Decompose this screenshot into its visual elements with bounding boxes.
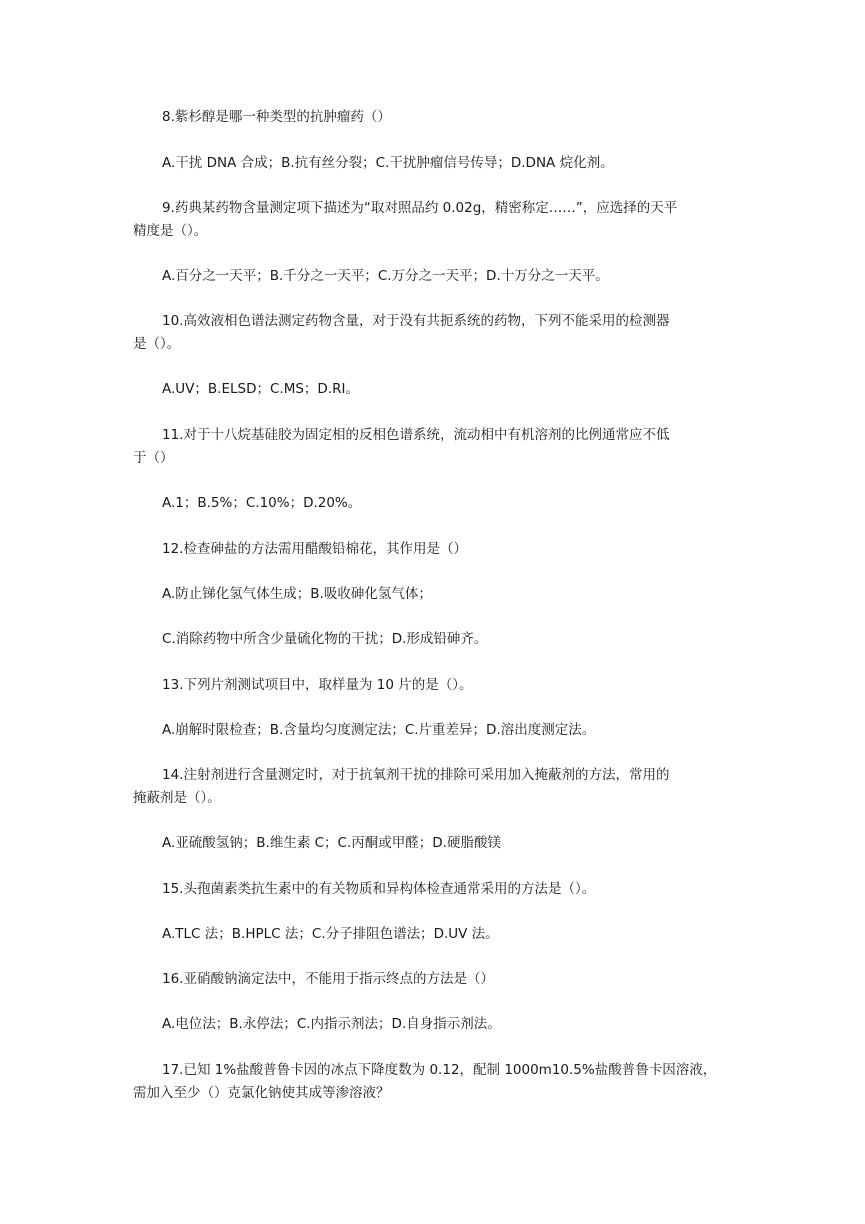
question-13-options: A.崩解时限检查；B.含量均匀度测定法；C.片重差异；D.溶出度测定法。	[162, 722, 596, 738]
question-9-line-2: 精度是（）。	[133, 223, 208, 239]
question-11-line-1: 11.对于十八烷基硅胶为固定相的反相色谱系统，流动相中有机溶剂的比例通常应不低	[162, 427, 670, 443]
question-12-options-1: A.防止锑化氢气体生成；B.吸收砷化氢气体；	[162, 586, 432, 602]
question-13: 13.下列片剂测试项目中，取样量为 10 片的是（）。	[162, 677, 473, 693]
question-11-line-2: 于（）	[133, 450, 174, 466]
question-16: 16.亚硝酸钠滴定法中，不能用于指示终点的方法是（）	[162, 971, 494, 987]
question-17-line-2: 需加入至少（）克氯化钠使其成等渗溶液？	[133, 1085, 390, 1101]
question-14-line-1: 14.注射剂进行含量测定时，对于抗氧剂干扰的排除可采用加入掩蔽剂的方法，常用的	[162, 767, 670, 783]
question-14-line-2: 掩蔽剂是（）。	[133, 790, 221, 806]
question-9-line-1: 9.药典某药物含量测定项下描述为“取对照品约 0.02g，精密称定……”，应选择的天平	[162, 200, 678, 216]
question-10-options: A.UV；B.ELSD；C.MS；D.RI。	[162, 381, 359, 397]
question-15-options: A.TLC 法；B.HPLC 法；C.分子排阻色谱法；D.UV 法。	[162, 926, 499, 942]
question-8: 8.紫杉醇是哪一种类型的抗肿瘤药（）	[162, 109, 391, 125]
question-12: 12.检查砷盐的方法需用醋酸铅棉花，其作用是（）	[162, 541, 467, 557]
question-14-options: A.亚硫酸氢钠；B.维生素 C；C.丙酮或甲醛；D.硬脂酸镁	[162, 835, 501, 851]
question-9-options: A.百分之一天平；B.千分之一天平；C.万分之一天平；D.十万分之一天平。	[162, 268, 609, 284]
question-10-line-2: 是（）。	[133, 336, 181, 352]
question-10-line-1: 10.高效液相色谱法测定药物含量，对于没有共扼系统的药物，下列不能采用的检测器	[162, 313, 670, 329]
question-8-options: A.干扰 DNA 合成；B.抗有丝分裂；C.干扰肿瘤信号传导；D.DNA 烷化剂。	[162, 155, 614, 171]
question-16-options: A.电位法；B.永停法；C.内指示剂法；D.自身指示剂法。	[162, 1016, 501, 1032]
question-15: 15.头孢菌素类抗生素中的有关物质和异构体检查通常采用的方法是（）。	[162, 881, 596, 897]
question-11-options: A.1；B.5%；C.10%；D.20%。	[162, 495, 362, 511]
question-17-line-1: 17.已知 1%盐酸普鲁卡因的冰点下降度数为 0.12，配制 1000m10.5%盐酸普鲁卡因溶液，	[162, 1062, 717, 1078]
question-12-options-2: C.消除药物中所含少量硫化物的干扰；D.形成铅砷齐。	[162, 631, 488, 647]
